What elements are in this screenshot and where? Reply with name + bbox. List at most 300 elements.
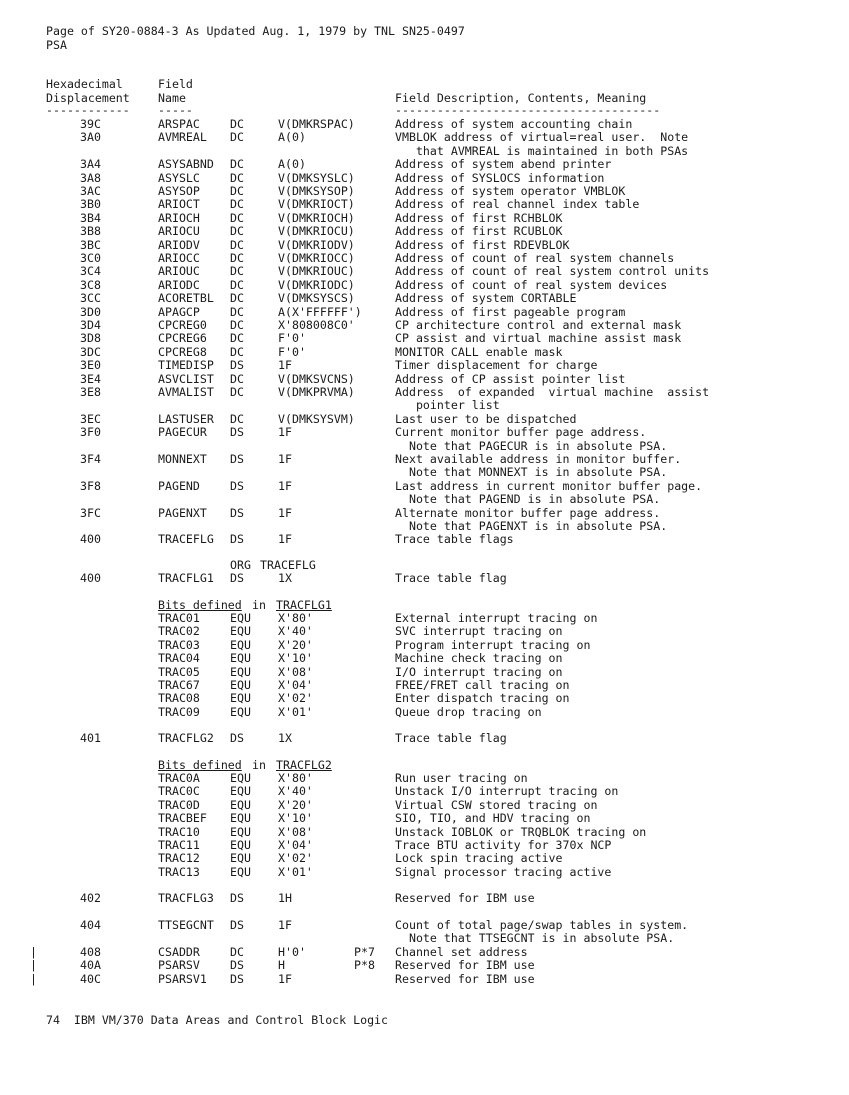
field-value: A(0) [278, 130, 306, 144]
field-value: 1F [278, 918, 292, 932]
bits-defined-heading [0, 758, 849, 772]
field-value: X'08' [278, 665, 313, 679]
field-value: F'0' [278, 345, 306, 359]
field-description: Address of SYSLOCS information [395, 171, 605, 185]
field-description: Machine check tracing on [395, 651, 563, 665]
field-description: pointer list [395, 398, 500, 412]
col-desc-label: Field Description, Contents, Meaning [395, 91, 647, 105]
table-row [0, 211, 849, 225]
field-type: DC [230, 197, 244, 211]
field-value: A(X'FFFFFF') [278, 305, 362, 319]
field-description: Queue drop tracing on [395, 705, 542, 719]
field-description: Address of count of real system control units [395, 264, 710, 278]
field-type: DC [230, 224, 244, 238]
change-bar: | [30, 945, 37, 959]
field-value: V(DMKRIOCT) [278, 197, 355, 211]
bits-heading-text: Bits defined [158, 758, 242, 772]
field-value: X'10' [278, 651, 313, 665]
bits-heading-text: Bits defined [158, 598, 242, 612]
field-description: that AVMREAL is maintained in both PSAs [395, 144, 689, 158]
field-displacement: 40A [80, 958, 101, 972]
field-type: EQU [230, 865, 251, 879]
field-description: Address of first RDEVBLOK [395, 238, 570, 252]
bit-row [0, 678, 849, 692]
field-name: TRACFLG3 [158, 891, 214, 905]
field-value: 1F [278, 506, 292, 520]
table-row [0, 385, 849, 399]
table-row [0, 492, 849, 506]
col-disp-label-2: Displacement [46, 91, 130, 105]
field-type: DS [230, 358, 244, 372]
field-displacement: 400 [80, 571, 101, 585]
field-description: Last address in current monitor buffer page. [395, 479, 703, 493]
field-displacement: 3C8 [80, 278, 101, 292]
field-description: External interrupt tracing on [395, 611, 598, 625]
field-description: Address of system operator VMBLOK [395, 184, 626, 198]
field-type: EQU [230, 784, 251, 798]
field-name: ARIOCH [158, 211, 200, 225]
field-type: DC [230, 305, 244, 319]
col-name-label-2: Name [158, 91, 186, 105]
field-type: EQU [230, 665, 251, 679]
page-header-line [0, 24, 849, 38]
field-displacement: 3A8 [80, 171, 101, 185]
field-displacement: 3D0 [80, 305, 101, 319]
field-name: CPCREG6 [158, 331, 207, 345]
field-description: Program interrupt tracing on [395, 638, 591, 652]
field-type: DC [230, 211, 244, 225]
field-description: Timer displacement for charge [395, 358, 598, 372]
field-displacement: 3AC [80, 184, 101, 198]
field-description: Reserved for IBM use [395, 972, 535, 986]
field-type: DC [230, 291, 244, 305]
field-value: X'08' [278, 825, 313, 839]
field-value: X'20' [278, 798, 313, 812]
bit-row [0, 651, 849, 665]
table-row [0, 157, 849, 171]
field-displacement: 3DC [80, 345, 101, 359]
bits-heading-target: TRACFLG2 [276, 758, 332, 772]
table-row [0, 945, 849, 959]
col-disp-label: Hexadecimal [46, 77, 123, 91]
field-type: DS [230, 425, 244, 439]
field-type: DC [230, 117, 244, 131]
field-description: Enter dispatch tracing on [395, 691, 570, 705]
field-description: Reserved for IBM use [395, 891, 535, 905]
field-displacement: 3B8 [80, 224, 101, 238]
field-description: Channel set address [395, 945, 528, 959]
field-value: X'80' [278, 771, 313, 785]
field-type: EQU [230, 651, 251, 665]
field-value: A(0) [278, 157, 306, 171]
field-displacement: 404 [80, 918, 101, 932]
field-name: TRACFLG1 [158, 571, 214, 585]
table-row [0, 532, 849, 546]
table-row [0, 318, 849, 332]
field-description: FREE/FRET call tracing on [395, 678, 570, 692]
table-row [0, 452, 849, 466]
field-displacement: 402 [80, 891, 101, 905]
field-name: TRACEFLG [158, 532, 214, 546]
bits-defined-heading [0, 598, 849, 612]
field-type: DC [230, 184, 244, 198]
field-value: H [278, 958, 285, 972]
table-row [0, 465, 849, 479]
footer-text: 74 IBM VM/370 Data Areas and Control Block Logic [46, 1013, 389, 1027]
field-displacement: 3C4 [80, 264, 101, 278]
field-type: EQU [230, 838, 251, 852]
field-name: PAGENXT [158, 506, 207, 520]
field-value: X'808008C0' [278, 318, 355, 332]
table-row [0, 278, 849, 292]
field-description: Signal processor tracing active [395, 865, 612, 879]
field-type: DC [230, 945, 244, 959]
field-name: CSADDR [158, 945, 200, 959]
change-bar: | [30, 972, 37, 986]
bit-row [0, 638, 849, 652]
field-type: EQU [230, 638, 251, 652]
field-name: TRAC02 [158, 624, 200, 638]
field-value: X'40' [278, 624, 313, 638]
field-name: ARIOCT [158, 197, 200, 211]
field-name: ARIOCU [158, 224, 200, 238]
field-type: EQU [230, 624, 251, 638]
field-value: H'0' [278, 945, 306, 959]
field-value: 1F [278, 972, 292, 986]
field-value: 1F [278, 532, 292, 546]
field-name: TRACBEF [158, 811, 207, 825]
field-value: X'80' [278, 611, 313, 625]
field-displacement: 3D4 [80, 318, 101, 332]
field-description: Count of total page/swap tables in system. [395, 918, 689, 932]
field-type: DC [230, 251, 244, 265]
field-value: V(DMKSYSOP) [278, 184, 355, 198]
field-description: Virtual CSW stored tracing on [395, 798, 598, 812]
field-description: VMBLOK address of virtual=real user. Note [395, 130, 689, 144]
field-name: TRAC13 [158, 865, 200, 879]
field-type: EQU [230, 851, 251, 865]
field-flag: P*7 [354, 945, 375, 959]
field-value: X'04' [278, 678, 313, 692]
table-row [0, 117, 849, 131]
page-footer [0, 1013, 849, 1027]
field-type: DS [230, 891, 244, 905]
table-row [0, 345, 849, 359]
table-row [0, 224, 849, 238]
field-type: DS [230, 958, 244, 972]
field-value: V(DMKSYSVM) [278, 412, 355, 426]
field-name: TRAC0D [158, 798, 200, 812]
field-type: DC [230, 345, 244, 359]
field-description: Alternate monitor buffer page address. [395, 506, 661, 520]
bit-row [0, 865, 849, 879]
field-type: DS [230, 571, 244, 585]
field-value: 1H [278, 891, 292, 905]
field-displacement: 400 [80, 532, 101, 546]
field-name: TRAC03 [158, 638, 200, 652]
field-type: DC [230, 130, 244, 144]
field-description: Trace BTU activity for 370x NCP [395, 838, 612, 852]
table-row [0, 264, 849, 278]
bit-row [0, 784, 849, 798]
field-description: Address of system abend printer [395, 157, 612, 171]
table-row [0, 184, 849, 198]
field-name: TRAC0C [158, 784, 200, 798]
field-name: TRAC04 [158, 651, 200, 665]
field-displacement: 3B0 [80, 197, 101, 211]
field-description: CP assist and virtual machine assist mask [395, 331, 682, 345]
field-value: 1X [278, 571, 292, 585]
page-header-section [0, 38, 849, 52]
field-type: EQU [230, 611, 251, 625]
table-row [0, 958, 849, 972]
field-name: TRAC67 [158, 678, 200, 692]
field-value: X'02' [278, 851, 313, 865]
field-type: DC [230, 412, 244, 426]
bits-heading-target: TRACFLG1 [276, 598, 332, 612]
field-value: V(DMKSYSCS) [278, 291, 355, 305]
field-type: EQU [230, 798, 251, 812]
org-row [0, 558, 849, 572]
field-description: Address of real channel index table [395, 197, 640, 211]
bit-row [0, 624, 849, 638]
field-displacement: 401 [80, 731, 101, 745]
field-description: Address of system CORTABLE [395, 291, 577, 305]
field-name: TTSEGCNT [158, 918, 214, 932]
field-type: DC [230, 372, 244, 386]
table-row [0, 358, 849, 372]
field-description: Note that PAGEND is in absolute PSA. [395, 492, 661, 506]
field-description: Address of first RCUBLOK [395, 224, 563, 238]
table-row [0, 425, 849, 439]
field-name: TRAC12 [158, 851, 200, 865]
table-row [0, 291, 849, 305]
field-description: CP architecture control and external mask [395, 318, 682, 332]
table-row [0, 305, 849, 319]
field-name: ARIODC [158, 278, 200, 292]
bits-heading-in: in [252, 758, 266, 772]
field-type: DS [230, 532, 244, 546]
col-name-rule: ----- [158, 103, 193, 117]
table-row [0, 891, 849, 905]
table-row [0, 571, 849, 585]
field-value: X'01' [278, 705, 313, 719]
bit-row [0, 691, 849, 705]
field-type: EQU [230, 705, 251, 719]
field-description: MONITOR CALL enable mask [395, 345, 563, 359]
field-value: 1X [278, 731, 292, 745]
field-type: DS [230, 972, 244, 986]
col-name-label: Field [158, 77, 193, 91]
table-row [0, 439, 849, 453]
table-row [0, 144, 849, 158]
table-row [0, 251, 849, 265]
field-name: ASYSLC [158, 171, 200, 185]
field-name: TRAC08 [158, 691, 200, 705]
field-name: TRAC11 [158, 838, 200, 852]
field-name: ARSPAC [158, 117, 200, 131]
field-value: V(DMKRIODC) [278, 278, 355, 292]
field-description: Next available address in monitor buffer. [395, 452, 682, 466]
field-value: X'04' [278, 838, 313, 852]
field-value: V(DMKRIOUC) [278, 264, 355, 278]
org-target: TRACEFLG [260, 558, 316, 572]
field-type: DC [230, 385, 244, 399]
field-name: CPCREG8 [158, 345, 207, 359]
field-type: DC [230, 171, 244, 185]
field-type: EQU [230, 825, 251, 839]
field-description: Address of count of real system channels [395, 251, 675, 265]
field-description: Address of first pageable program [395, 305, 626, 319]
field-description: Trace table flag [395, 731, 507, 745]
table-row [0, 506, 849, 520]
field-displacement: 3D8 [80, 331, 101, 345]
field-description: Note that PAGENXT is in absolute PSA. [395, 519, 668, 533]
table-row [0, 972, 849, 986]
table-row [0, 479, 849, 493]
header-section: PSA [46, 38, 67, 52]
field-displacement: 3E0 [80, 358, 101, 372]
bits-heading-in: in [252, 598, 266, 612]
field-name: PAGECUR [158, 425, 207, 439]
field-type: EQU [230, 771, 251, 785]
col-disp-rule: ------------ [46, 103, 130, 117]
field-value: X'40' [278, 784, 313, 798]
field-value: V(DMKRSPAC) [278, 117, 355, 131]
table-row [0, 398, 849, 412]
field-displacement: 39C [80, 117, 101, 131]
field-type: DS [230, 479, 244, 493]
field-type: DC [230, 318, 244, 332]
field-value: V(DMKPRVMA) [278, 385, 355, 399]
field-value: 1F [278, 358, 292, 372]
bit-row [0, 825, 849, 839]
field-displacement: 3A0 [80, 130, 101, 144]
field-name: TRAC05 [158, 665, 200, 679]
field-name: ASYSOP [158, 184, 200, 198]
field-value: X'10' [278, 811, 313, 825]
field-type: EQU [230, 691, 251, 705]
table-row [0, 197, 849, 211]
field-value: X'01' [278, 865, 313, 879]
column-header-row-1 [0, 77, 849, 91]
field-value: V(DMKRIOCH) [278, 211, 355, 225]
field-displacement: 3E8 [80, 385, 101, 399]
field-displacement: 3BC [80, 238, 101, 252]
field-description: Note that PAGECUR is in absolute PSA. [395, 439, 668, 453]
field-type: DC [230, 264, 244, 278]
field-name: MONNEXT [158, 452, 207, 466]
change-bar: | [30, 958, 37, 972]
field-value: F'0' [278, 331, 306, 345]
field-type: DC [230, 157, 244, 171]
field-description: Address of count of real system devices [395, 278, 668, 292]
field-displacement: 3FC [80, 506, 101, 520]
field-name: TRAC01 [158, 611, 200, 625]
field-name: TRAC10 [158, 825, 200, 839]
table-row [0, 412, 849, 426]
field-name: TIMEDISP [158, 358, 214, 372]
field-name: CPCREG0 [158, 318, 207, 332]
field-description: I/O interrupt tracing on [395, 665, 563, 679]
table-row [0, 171, 849, 185]
field-displacement: 3F0 [80, 425, 101, 439]
field-description: Trace table flag [395, 571, 507, 585]
table-row [0, 130, 849, 144]
column-header-rules [0, 103, 849, 117]
table-row [0, 731, 849, 745]
field-name: TRACFLG2 [158, 731, 214, 745]
field-value: X'02' [278, 691, 313, 705]
bit-row [0, 771, 849, 785]
bit-row [0, 798, 849, 812]
field-displacement: 3E4 [80, 372, 101, 386]
bit-row [0, 811, 849, 825]
table-row [0, 331, 849, 345]
field-value: 1F [278, 425, 292, 439]
table-row [0, 238, 849, 252]
bit-row [0, 851, 849, 865]
field-type: DS [230, 731, 244, 745]
field-description: Note that TTSEGCNT is in absolute PSA. [395, 931, 675, 945]
field-description: Unstack I/O interrupt tracing on [395, 784, 619, 798]
field-displacement: 3CC [80, 291, 101, 305]
field-description: Trace table flags [395, 532, 514, 546]
field-displacement: 3C0 [80, 251, 101, 265]
field-name: TRAC09 [158, 705, 200, 719]
org-directive: ORG [230, 558, 251, 572]
table-row [0, 519, 849, 533]
field-name: AVMALIST [158, 385, 214, 399]
field-description: Address of system accounting chain [395, 117, 633, 131]
field-description: Address of first RCHBLOK [395, 211, 563, 225]
field-name: AVMREAL [158, 130, 207, 144]
field-name: APAGCP [158, 305, 200, 319]
table-row [0, 918, 849, 932]
field-displacement: 408 [80, 945, 101, 959]
field-value: V(DMKSVCNS) [278, 372, 355, 386]
field-type: DS [230, 918, 244, 932]
field-value: V(DMKRIODV) [278, 238, 355, 252]
field-name: PSARSV [158, 958, 200, 972]
field-type: DC [230, 238, 244, 252]
field-value: V(DMKRIOCC) [278, 251, 355, 265]
field-displacement: 40C [80, 972, 101, 986]
field-value: V(DMKRIOCU) [278, 224, 355, 238]
field-name: ARIODV [158, 238, 200, 252]
field-name: ARIOCC [158, 251, 200, 265]
field-description: Reserved for IBM use [395, 958, 535, 972]
field-value: 1F [278, 479, 292, 493]
field-displacement: 3F8 [80, 479, 101, 493]
field-name: TRAC0A [158, 771, 200, 785]
field-name: ARIOUC [158, 264, 200, 278]
field-value: 1F [278, 452, 292, 466]
field-name: ACORETBL [158, 291, 214, 305]
field-name: PAGEND [158, 479, 200, 493]
field-displacement: 3EC [80, 412, 101, 426]
field-type: EQU [230, 811, 251, 825]
table-row [0, 372, 849, 386]
field-value: X'20' [278, 638, 313, 652]
bit-row [0, 611, 849, 625]
field-flag: P*8 [354, 958, 375, 972]
field-name: ASYSABND [158, 157, 214, 171]
field-description: Address of CP assist pointer list [395, 372, 626, 386]
field-description: Unstack IOBLOK or TRQBLOK tracing on [395, 825, 647, 839]
field-description: Lock spin tracing active [395, 851, 563, 865]
field-displacement: 3A4 [80, 157, 101, 171]
